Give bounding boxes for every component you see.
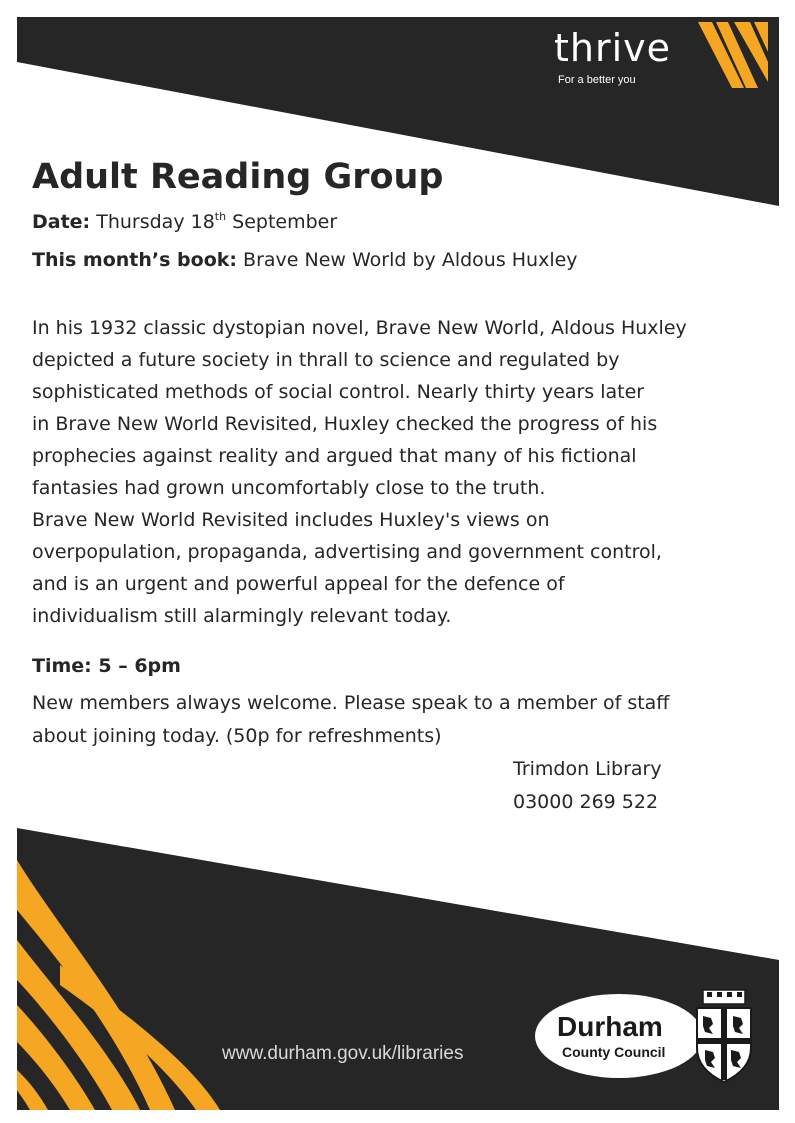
description-line: depicted a future society in thrall to science and regulated by [32,349,620,371]
thrive-logo [552,22,772,102]
council-subtitle: County Council [562,1044,666,1060]
library-name: Trimdon Library [513,758,662,780]
welcome-line: New members always welcome. Please speak to a member of staff [32,692,670,714]
date-value [96,211,337,233]
description-line: and is an urgent and powerful appeal for the defence of [32,573,565,595]
event-title: Adult Reading Group [32,157,444,197]
event-date [32,210,337,234]
description-line: sophisticated methods of social control. Nearly thirty years later [32,381,645,403]
description-line: fantasies had grown uncomfortably close to the truth. [32,477,546,499]
event-time: Time: 5 – 6pm [32,655,181,677]
phone-number: 03000 269 522 [513,791,659,813]
book-description [32,312,777,632]
description-line: overpopulation, propaganda, advertising and government control, [32,541,662,563]
description-line: prophecies against reality and argued that many of his fictional [32,445,637,467]
thrive-wordmark: thrive [554,26,672,70]
date-ordinal: th [214,210,227,223]
date-month: September [226,211,338,233]
council-name: Durham [557,1011,663,1042]
thrive-stripes-icon [698,22,772,92]
date-day: Thursday 18 [96,211,215,233]
thrive-tagline: For a better you [558,74,636,86]
welcome-text [32,687,777,753]
contact-block [513,753,662,819]
event-book [32,248,578,272]
website-url: www.durham.gov.uk/libraries [222,1043,464,1064]
date-label: Date: [32,211,91,233]
description-line: Brave New World Revisited includes Huxley's views on [32,509,550,531]
durham-council-logo [535,988,775,1088]
book-value: Brave New World by Aldous Huxley [243,249,578,271]
description-line: in Brave New World Revisited, Huxley checked the progress of his [32,413,658,435]
description-line: individualism still alarmingly relevant today. [32,605,452,627]
durham-crest-icon [693,988,755,1084]
description-line: In his 1932 classic dystopian novel, Brave New World, Aldous Huxley [32,317,687,339]
welcome-line: about joining today. (50p for refreshments) [32,725,442,747]
book-label: This month’s book: [32,249,237,271]
